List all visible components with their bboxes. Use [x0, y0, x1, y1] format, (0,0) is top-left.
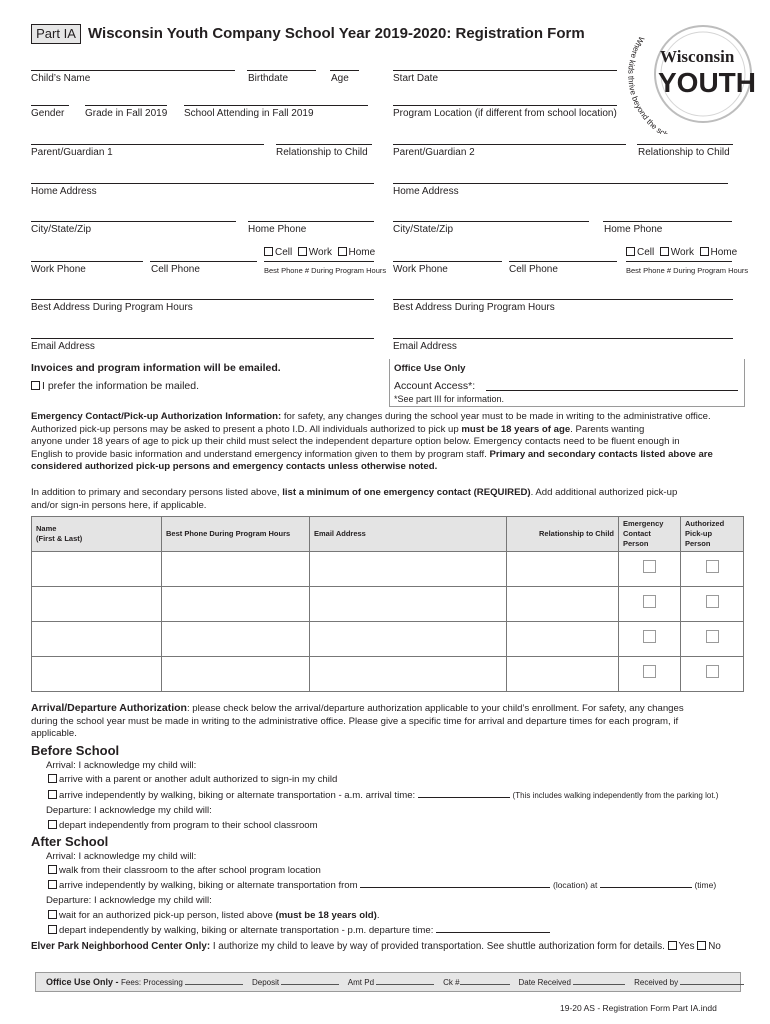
gender-label: Gender — [31, 108, 65, 119]
checkbox[interactable] — [48, 790, 57, 799]
after-opt-independent[interactable]: arrive independently by walking, biking or alternate transportation from (location) at (time) — [48, 879, 716, 892]
yes-checkbox[interactable] — [668, 941, 677, 950]
logo-word-wisconsin: Wisconsin — [660, 47, 735, 66]
pickup-checkbox[interactable] — [706, 630, 719, 643]
arrival-departure-paragraph: Arrival/Departure Authorization: please check below the arrival/departure authorization applicable to your child’s enrollment. For safety, any changes during the school year must be made in writing to the administrative office. Please give a specific time for arrival and departure times for each program, if applicable. — [31, 702, 684, 739]
office-use-footer: Office Use Only - Fees: Processing Deposit Amt Pd Ck # Date Received Received by — [35, 972, 741, 992]
emergency-checkbox[interactable] — [643, 665, 656, 678]
checkbox[interactable] — [48, 865, 57, 874]
work-checkbox[interactable] — [298, 247, 307, 256]
cell-checkbox[interactable] — [626, 247, 635, 256]
best-phone-label-1: Best Phone # During Program Hours — [264, 266, 387, 275]
home-checkbox[interactable] — [700, 247, 709, 256]
email-label-2: Email Address — [393, 341, 457, 352]
no-checkbox[interactable] — [697, 941, 706, 950]
work-phone-label-1: Work Phone — [31, 264, 86, 275]
col-relationship: Relationship to Child — [507, 517, 619, 552]
cell-checkbox[interactable] — [264, 247, 273, 256]
pickup-checkbox[interactable] — [706, 665, 719, 678]
pickup-checkbox[interactable] — [706, 595, 719, 608]
emergency-contacts-table — [31, 516, 744, 692]
after-arrival-label: Arrival: I acknowledge my child will: — [46, 851, 197, 862]
before-school-heading: Before School — [31, 743, 120, 758]
after-opt-wait[interactable]: wait for an authorized pick-up person, listed above (must be 18 years old). — [48, 910, 380, 922]
mail-option[interactable]: I prefer the information be mailed. — [31, 380, 199, 393]
city-state-zip-label-2: City/State/Zip — [393, 224, 454, 235]
before-opt-depart[interactable]: depart independently from program to their school classroom — [48, 820, 318, 832]
office-use-title: Office Use Only — [394, 363, 466, 374]
best-address-label-1: Best Address During Program Hours — [31, 302, 193, 313]
table-row — [32, 657, 744, 692]
pickup-checkbox[interactable] — [706, 560, 719, 573]
email-label-1: Email Address — [31, 341, 95, 352]
table-row — [32, 587, 744, 622]
col-emergency: Emergency Contact Person — [619, 517, 681, 552]
cell-phone-label-2: Cell Phone — [509, 264, 558, 275]
before-opt-independent[interactable]: arrive independently by walking, biking or alternate transportation - a.m. arrival time: (This includes walking independently from the parking lot.) — [48, 789, 718, 802]
wisconsin-youth-logo — [618, 24, 758, 134]
program-location-label: Program Location (if different from school location) — [393, 108, 617, 119]
after-opt-depart[interactable]: depart independently by walking, biking or alternate transportation - p.m. departure time: — [48, 924, 550, 937]
col-email: Email Address — [310, 517, 507, 552]
before-opt-parent[interactable]: arrive with a parent or another adult authorized to sign-in my child — [48, 774, 337, 786]
before-departure-label: Departure: I acknowledge my child will: — [46, 805, 212, 816]
work-phone-label-2: Work Phone — [393, 264, 448, 275]
mail-checkbox[interactable] — [31, 381, 40, 390]
start-date-label: Start Date — [393, 73, 439, 84]
checkbox[interactable] — [48, 910, 57, 919]
col-name: Name (First & Last) — [32, 517, 162, 552]
home-address-label-2: Home Address — [393, 186, 459, 197]
account-access-note: *See part III for information. — [394, 394, 505, 404]
account-access-label: Account Access*: — [394, 380, 476, 392]
age-label: Age — [331, 73, 349, 84]
emergency-checkbox[interactable] — [643, 595, 656, 608]
before-arrival-label: Arrival: I acknowledge my child will: — [46, 760, 197, 771]
cell-phone-label-1: Cell Phone — [151, 264, 200, 275]
part-label: Part IA — [31, 24, 81, 44]
checkbox[interactable] — [48, 880, 57, 889]
logo-word-youth: YOUTH — [658, 67, 756, 98]
home-phone-label-1: Home Phone — [248, 224, 307, 235]
office-use-box — [389, 359, 745, 407]
parent2-label: Parent/Guardian 2 — [393, 147, 475, 158]
table-row — [32, 622, 744, 657]
best-phone-label-2: Best Phone # During Program Hours — [626, 266, 749, 275]
logo-arc-text: Where kids thrive beyond the sc — [626, 34, 667, 134]
birthdate-label: Birthdate — [248, 73, 289, 84]
elver-park-line: Elver Park Neighborhood Center Only: I authorize my child to leave by way of provided transportation. See shuttle authorization form for details. Yes No — [31, 941, 721, 952]
childs-name-label: Child’s Name — [31, 73, 91, 84]
checkbox[interactable] — [48, 820, 57, 829]
best-phone-options-1[interactable]: Cell Work Home — [264, 247, 375, 259]
checkbox[interactable] — [48, 925, 57, 934]
additional-contacts-paragraph: In addition to primary and secondary persons listed above, list a minimum of one emergency contact (REQUIRED). Add additional authorized pick-up and/or sign-in persons here, if applicable. — [31, 487, 678, 511]
invoice-title: Invoices and program information will be emailed. — [31, 362, 281, 374]
page-title: Wisconsin Youth Company School Year 2019-2020: Registration Form — [88, 25, 585, 42]
account-access-field[interactable] — [486, 390, 738, 391]
emergency-checkbox[interactable] — [643, 630, 656, 643]
city-state-zip-label-1: City/State/Zip — [31, 224, 92, 235]
home-checkbox[interactable] — [338, 247, 347, 256]
best-phone-options-2[interactable]: Cell Work Home — [626, 247, 737, 259]
school-label: School Attending in Fall 2019 — [184, 108, 314, 119]
after-opt-walk[interactable]: walk from their classroom to the after school program location — [48, 865, 321, 877]
relationship2-label: Relationship to Child — [638, 147, 730, 158]
grade-label: Grade in Fall 2019 — [85, 108, 168, 119]
after-departure-label: Departure: I acknowledge my child will: — [46, 895, 212, 906]
table-row — [32, 552, 744, 587]
parent1-label: Parent/Guardian 1 — [31, 147, 113, 158]
col-pickup: Authorized Pick-up Person — [681, 517, 744, 552]
after-school-heading: After School — [31, 834, 109, 849]
col-phone: Best Phone During Program Hours — [162, 517, 310, 552]
relationship1-label: Relationship to Child — [276, 147, 368, 158]
best-address-label-2: Best Address During Program Hours — [393, 302, 555, 313]
home-address-label-1: Home Address — [31, 186, 97, 197]
footer-filename: 19-20 AS - Registration Form Part IA.indd — [560, 1003, 717, 1013]
work-checkbox[interactable] — [660, 247, 669, 256]
checkbox[interactable] — [48, 774, 57, 783]
home-phone-label-2: Home Phone — [604, 224, 663, 235]
emergency-checkbox[interactable] — [643, 560, 656, 573]
emergency-paragraph: Emergency Contact/Pick-up Authorization Information: for safety, any changes during the school year must to be made in writing to the administrative office. Authorized pick-up persons may be asked to present a photo I.D. All individuals authorized to pick up must be 18 years of age. Parents wanting anyone under 18 years of age to pick up their child must select the independent departure option below. Emergency contacts need to be fluent enough in English to provide basic information and understand emergency information given to them by program staff. Primary and secondary contacts listed above are considered authorized pick-up persons and emergency contacts unless otherwise noted. — [31, 411, 713, 472]
